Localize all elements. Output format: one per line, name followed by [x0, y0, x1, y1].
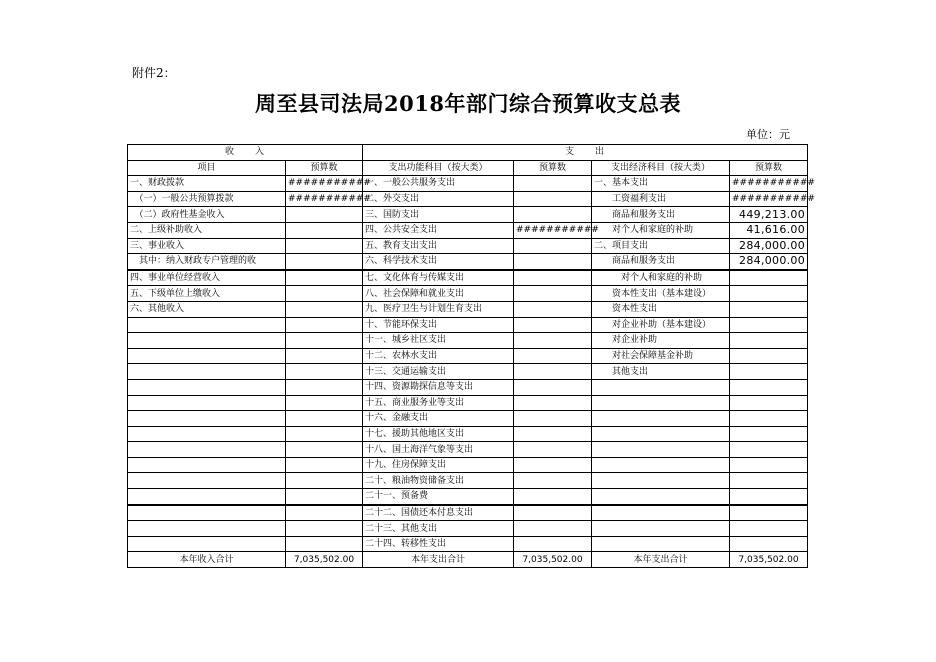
table-row: [128, 411, 808, 427]
table-cell: ###########: [730, 176, 808, 192]
table-cell: [286, 333, 363, 349]
table-cell: ###########: [286, 176, 363, 192]
table-cell: [730, 411, 808, 427]
table-cell: 其中：纳入财政专户管理的收: [128, 254, 286, 270]
unit-label: 单位：元: [746, 128, 790, 141]
table-cell: [514, 457, 592, 473]
table-cell: [592, 457, 730, 473]
table-cell: [128, 473, 286, 489]
table-cell: 七、文化体育与传媒支出: [363, 270, 514, 286]
table-cell: 二、外交支出: [363, 191, 514, 207]
table-cell: 九、医疗卫生与计划生育支出: [363, 301, 514, 317]
table-cell: 十二、农林水支出: [363, 348, 514, 364]
table-cell: [514, 191, 592, 207]
table-cell: 一、财政拨款: [128, 176, 286, 192]
table-cell: [514, 270, 592, 286]
table-cell: [286, 348, 363, 364]
table-cell: 对企业补助: [592, 333, 730, 349]
table-cell: 一、基本支出: [592, 176, 730, 192]
table-cell: [514, 536, 592, 552]
column-header: 预算数: [514, 160, 592, 176]
table-cell: [514, 317, 592, 333]
table-cell: [592, 521, 730, 537]
table-cell: 资本性支出: [592, 301, 730, 317]
table-cell: 五、教育支出支出: [363, 238, 514, 254]
table-cell: 十七、援助其他地区支出: [363, 426, 514, 442]
table-cell: [286, 505, 363, 521]
table-cell: 十一、城乡社区支出: [363, 333, 514, 349]
table-cell: [592, 395, 730, 411]
table-cell: 三、国防支出: [363, 207, 514, 223]
table-cell: [128, 411, 286, 427]
table-cell: 二十三、其他支出: [363, 521, 514, 537]
table-cell: [286, 536, 363, 552]
total-value: 7,035,502.00: [730, 552, 808, 568]
table-cell: [592, 426, 730, 442]
table-cell: [730, 536, 808, 552]
table-row: [128, 426, 808, 442]
table-cell: [730, 426, 808, 442]
table-row: [128, 489, 808, 505]
table-cell: [286, 222, 363, 238]
table-row: [128, 301, 808, 317]
table-cell: [286, 457, 363, 473]
table-row: [128, 286, 808, 302]
table-cell: [128, 348, 286, 364]
table-cell: [128, 364, 286, 380]
table-row: [128, 505, 808, 521]
table-cell: [514, 395, 592, 411]
column-header: 项目: [128, 160, 286, 176]
table-cell: 四、事业单位经营收入: [128, 270, 286, 286]
table-cell: 284,000.00: [730, 254, 808, 270]
budget-table: [127, 144, 815, 568]
table-cell: [514, 254, 592, 270]
table-cell: [128, 426, 286, 442]
table-cell: 商品和服务支出: [592, 254, 730, 270]
attachment-label: 附件2：: [132, 66, 176, 80]
table-cell: [514, 379, 592, 395]
table-row: [128, 333, 808, 349]
table-cell: 工资福利支出: [592, 191, 730, 207]
table-row: [128, 207, 808, 223]
table-cell: [514, 411, 592, 427]
table-cell: [730, 286, 808, 302]
table-cell: 资本性支出（基本建设）: [592, 286, 730, 302]
table-cell: [514, 489, 592, 505]
table-cell: [286, 254, 363, 270]
table-cell: [128, 395, 286, 411]
table-cell: [730, 270, 808, 286]
table-cell: ###########: [730, 191, 808, 207]
page-title: 周至县司法局2018年部门综合预算收支总表: [255, 91, 681, 116]
table-row: [128, 238, 808, 254]
group-header-row: [128, 145, 808, 161]
table-cell: 八、社会保障和就业支出: [363, 286, 514, 302]
table-cell: [730, 317, 808, 333]
table-cell: [730, 505, 808, 521]
table-cell: [730, 521, 808, 537]
table-cell: （二）政府性基金收入: [128, 207, 286, 223]
table-cell: [514, 473, 592, 489]
table-cell: [128, 333, 286, 349]
totals-row: [128, 552, 808, 568]
table-cell: 二十一、预备费: [363, 489, 514, 505]
table-cell: [592, 473, 730, 489]
table-cell: 284,000.00: [730, 238, 808, 254]
table-cell: [592, 505, 730, 521]
table-cell: [128, 379, 286, 395]
table-cell: 十、节能环保支出: [363, 317, 514, 333]
table-cell: [286, 317, 363, 333]
column-header: 预算数: [730, 160, 808, 176]
table-cell: [592, 442, 730, 458]
table-cell: [514, 301, 592, 317]
table-cell: 二十、粮油物资储备支出: [363, 473, 514, 489]
income-group-header: 收 入: [128, 145, 363, 161]
table-cell: [286, 521, 363, 537]
expense-group-header: 支 出: [363, 145, 808, 161]
column-header: 支出经济科目（按大类）: [592, 160, 730, 176]
table-cell: [286, 395, 363, 411]
table-cell: [128, 521, 286, 537]
table-cell: 十三、交通运输支出: [363, 364, 514, 380]
table-row: [128, 457, 808, 473]
table-cell: 449,213.00: [730, 207, 808, 223]
table-row: [128, 473, 808, 489]
table-row: [128, 348, 808, 364]
table-row: [128, 364, 808, 380]
table-cell: [592, 379, 730, 395]
table-row: [128, 442, 808, 458]
table-cell: [514, 176, 592, 192]
table-cell: [286, 286, 363, 302]
table-cell: [514, 238, 592, 254]
table-row: [128, 222, 808, 238]
table-row: [128, 317, 808, 333]
table-cell: [730, 379, 808, 395]
table-cell: 五、下级单位上缴收入: [128, 286, 286, 302]
table-cell: 对个人和家庭的补助: [592, 270, 730, 286]
table-cell: [286, 411, 363, 427]
table-cell: [286, 364, 363, 380]
table-cell: 十九、住房保障支出: [363, 457, 514, 473]
total-value: 7,035,502.00: [514, 552, 592, 568]
table-cell: [514, 442, 592, 458]
table-row: [128, 270, 808, 286]
table-cell: [286, 473, 363, 489]
total-value: 7,035,502.00: [286, 552, 363, 568]
table-cell: [286, 426, 363, 442]
total-label: 本年支出合计: [363, 552, 514, 568]
table-cell: [730, 333, 808, 349]
table-row: [128, 395, 808, 411]
table-cell: [592, 411, 730, 427]
table-cell: 一、一般公共服务支出: [363, 176, 514, 192]
table-cell: [514, 364, 592, 380]
table-cell: [592, 536, 730, 552]
table-row: [128, 254, 808, 270]
table-cell: [730, 395, 808, 411]
table-cell: [286, 238, 363, 254]
table-row: [128, 191, 808, 207]
table-cell: 二十二、国债还本付息支出: [363, 505, 514, 521]
table-cell: 商品和服务支出: [592, 207, 730, 223]
table-cell: 十五、商业服务业等支出: [363, 395, 514, 411]
table-cell: [730, 364, 808, 380]
table-cell: [730, 457, 808, 473]
table-cell: 十八、国土海洋气象等支出: [363, 442, 514, 458]
table-cell: ###########: [514, 222, 592, 238]
table-cell: [514, 333, 592, 349]
table-cell: ###########: [286, 191, 363, 207]
table-cell: 对个人和家庭的补助: [592, 222, 730, 238]
column-header-row: [128, 160, 808, 176]
table-cell: [514, 348, 592, 364]
table-cell: 六、科学技术支出: [363, 254, 514, 270]
table-cell: 其他支出: [592, 364, 730, 380]
table-cell: [286, 489, 363, 505]
table-cell: [128, 317, 286, 333]
table-cell: [286, 379, 363, 395]
table-cell: [128, 536, 286, 552]
column-header: 预算数: [286, 160, 363, 176]
table-cell: 二、上级补助收入: [128, 222, 286, 238]
table-cell: 四、公共安全支出: [363, 222, 514, 238]
table-cell: 41,616.00: [730, 222, 808, 238]
table-cell: 六、其他收入: [128, 301, 286, 317]
table-cell: [286, 270, 363, 286]
table-cell: [730, 348, 808, 364]
table-cell: [514, 505, 592, 521]
table-cell: 十四、资源勘探信息等支出: [363, 379, 514, 395]
table-cell: [128, 489, 286, 505]
table-cell: [286, 442, 363, 458]
table-cell: [514, 207, 592, 223]
table-cell: 二、项目支出: [592, 238, 730, 254]
table-cell: 对企业补助（基本建设）: [592, 317, 730, 333]
table-cell: 对社会保障基金补助: [592, 348, 730, 364]
table-cell: [514, 286, 592, 302]
table-cell: [286, 207, 363, 223]
table-cell: （一）一般公共预算拨款: [128, 191, 286, 207]
table-cell: [730, 489, 808, 505]
table-cell: 二十四、转移性支出: [363, 536, 514, 552]
table-row: [128, 521, 808, 537]
table-cell: [514, 426, 592, 442]
table-cell: [730, 473, 808, 489]
table-cell: 十六、金融支出: [363, 411, 514, 427]
column-header: 支出功能科目（按大类）: [363, 160, 514, 176]
table-row: [128, 536, 808, 552]
table-cell: [730, 442, 808, 458]
table-cell: [128, 457, 286, 473]
total-label: 本年收入合计: [128, 552, 286, 568]
table-row: [128, 176, 808, 192]
table-cell: [286, 301, 363, 317]
table-cell: [730, 301, 808, 317]
table-cell: [128, 442, 286, 458]
table-row: [128, 379, 808, 395]
total-label: 本年支出合计: [592, 552, 730, 568]
table-cell: 三、事业收入: [128, 238, 286, 254]
table-cell: [514, 521, 592, 537]
table-cell: [592, 489, 730, 505]
table-cell: [128, 505, 286, 521]
